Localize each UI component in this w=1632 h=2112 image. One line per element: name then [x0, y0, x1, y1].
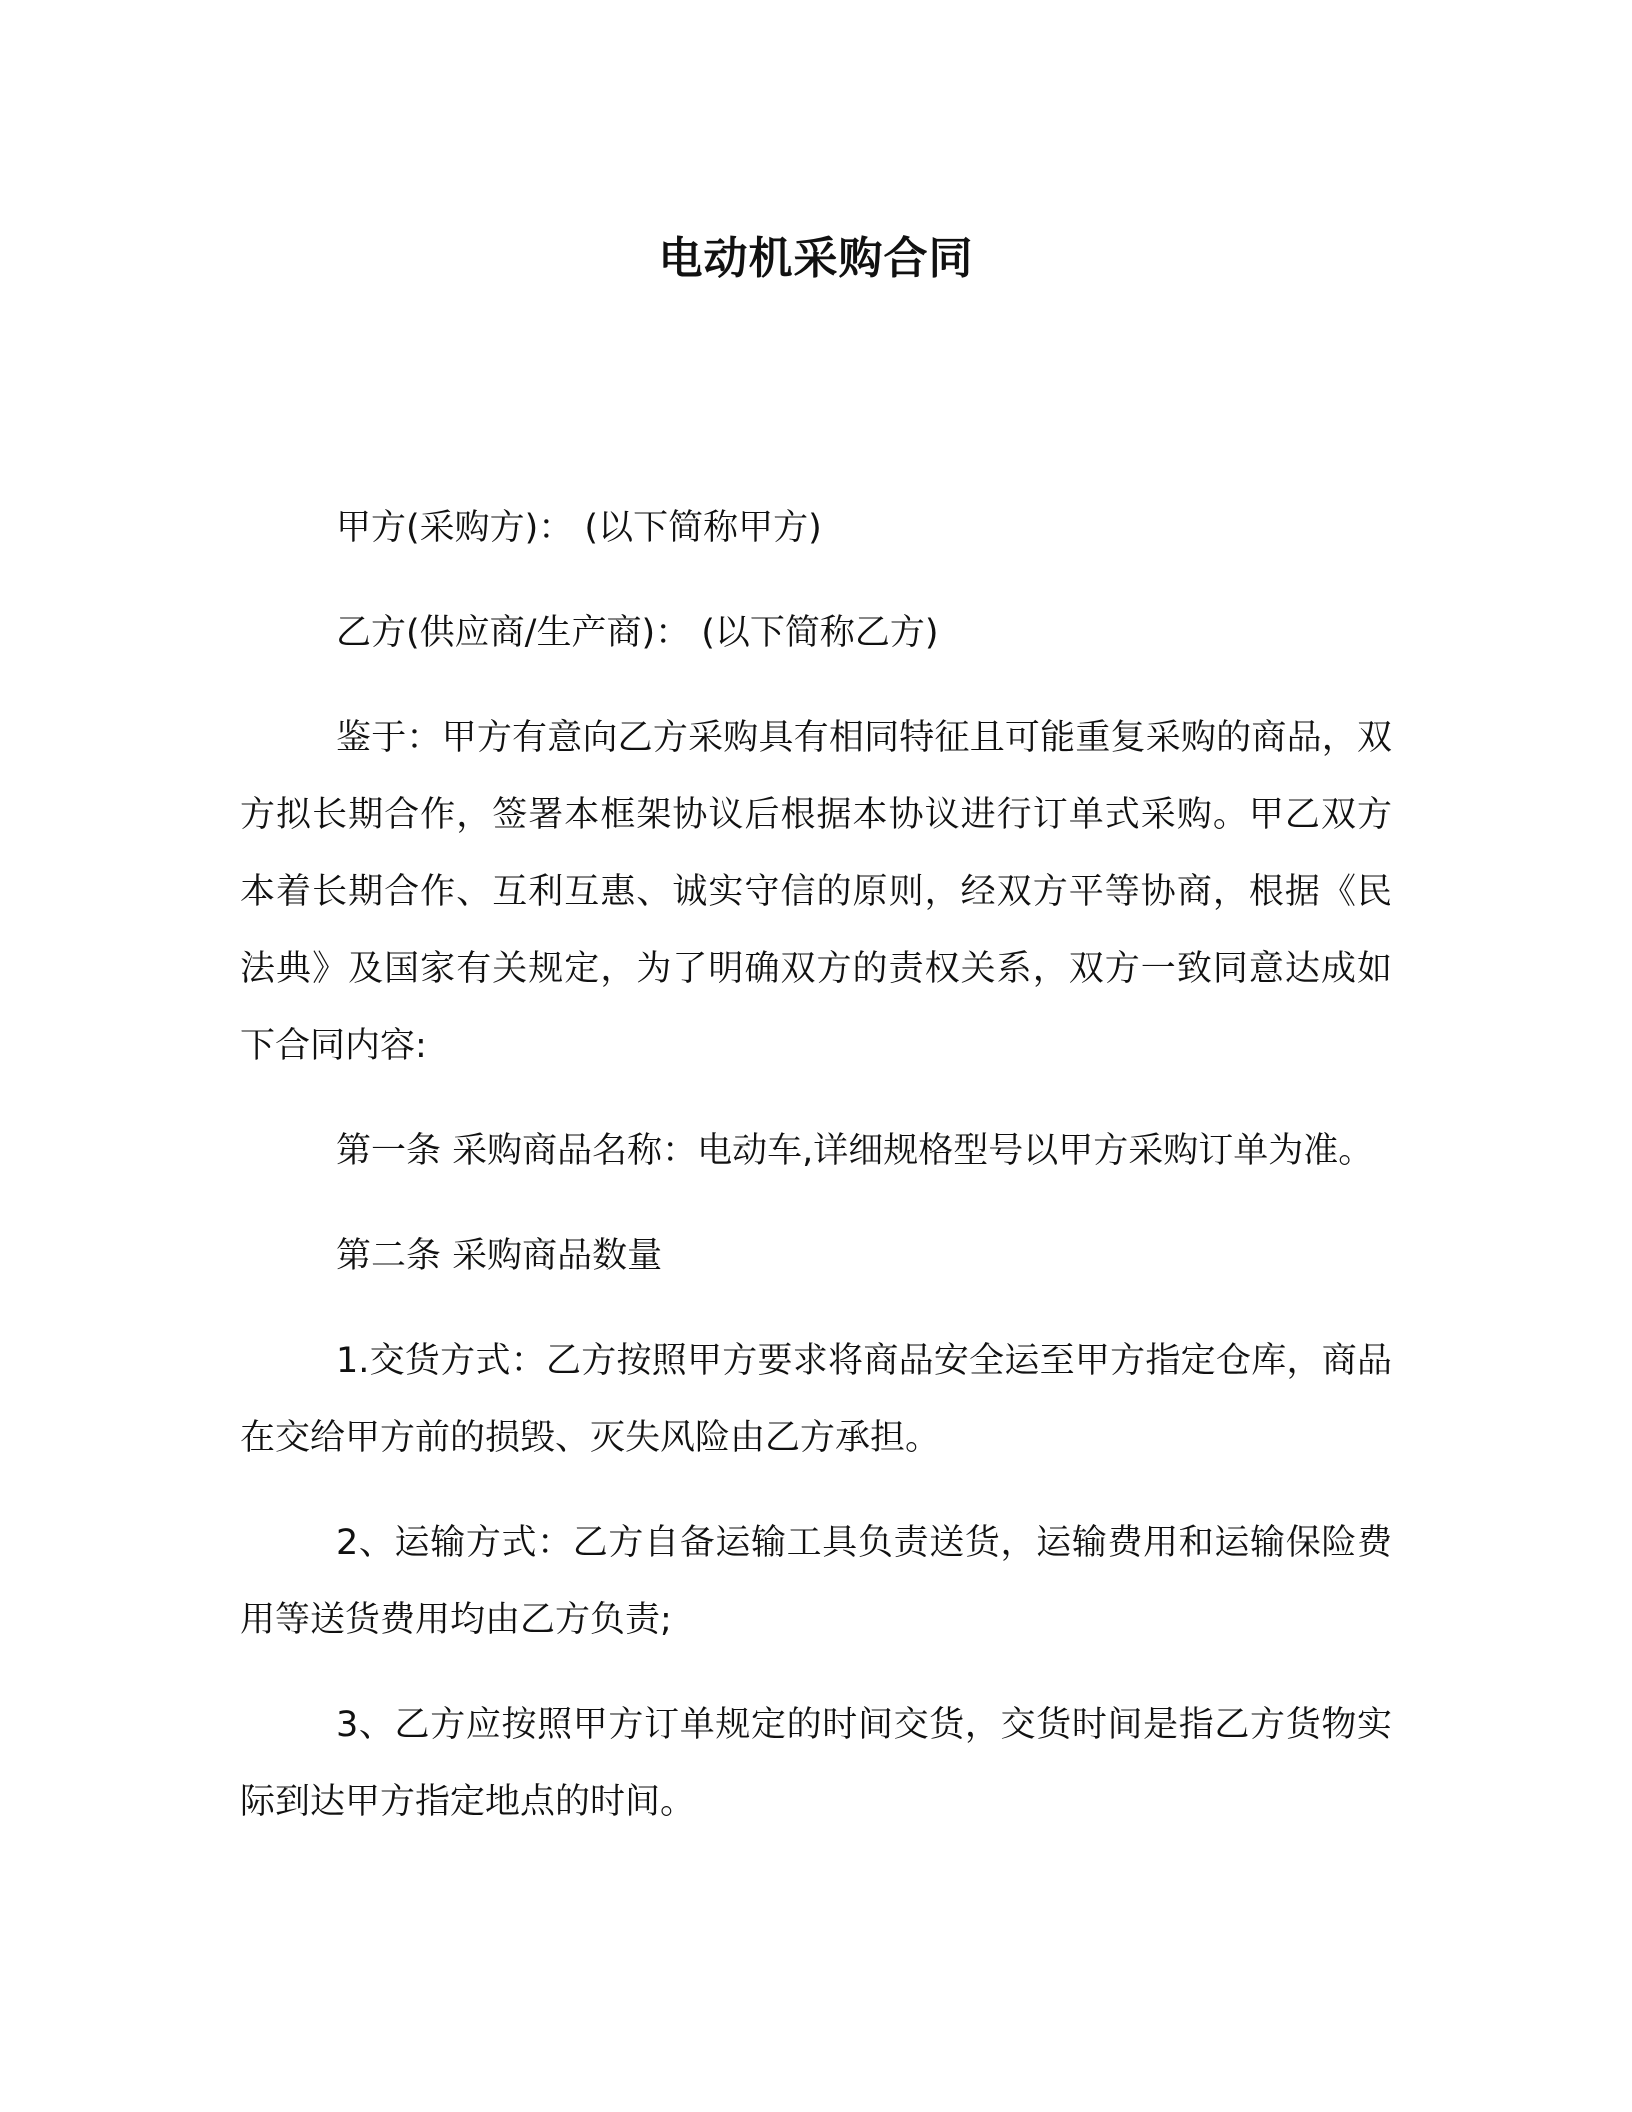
article-1-paragraph: 第一条 采购商品名称：电动车,详细规格型号以甲方采购订单为准。	[336, 1131, 1374, 1171]
party-b-line: 乙方(供应商/生产商)： (以下简称乙方)	[336, 613, 939, 653]
transport-method-paragraph: 2、运输方式：乙方自备运输工具负责送货，运输费用和运输保险费用等送货费用均由乙方负责;	[240, 1523, 1392, 1640]
article-2-heading: 第二条 采购商品数量	[336, 1236, 663, 1276]
document-title: 电动机采购合同	[658, 233, 974, 284]
document-body	[240, 490, 1392, 1869]
preamble-paragraph: 鉴于：甲方有意向乙方采购具有相同特征且可能重复采购的商品，双方拟长期合作，签署本框架协议后根据本协议进行订单式采购。甲乙双方本着长期合作、互利互惠、诚实守信的原则，经双方平等协商，根据《民法典》及国家有关规定，为了明确双方的责权关系，双方一致同意达成如下合同内容:	[240, 718, 1392, 1066]
delivery-method-paragraph: 1.交货方式：乙方按照甲方要求将商品安全运至甲方指定仓库，商品在交给甲方前的损毁、灭失风险由乙方承担。	[240, 1341, 1392, 1458]
party-a-line: 甲方(采购方)： (以下简称甲方)	[336, 508, 822, 548]
delivery-time-paragraph: 3、乙方应按照甲方订单规定的时间交货，交货时间是指乙方货物实际到达甲方指定地点的时间。	[240, 1705, 1392, 1822]
